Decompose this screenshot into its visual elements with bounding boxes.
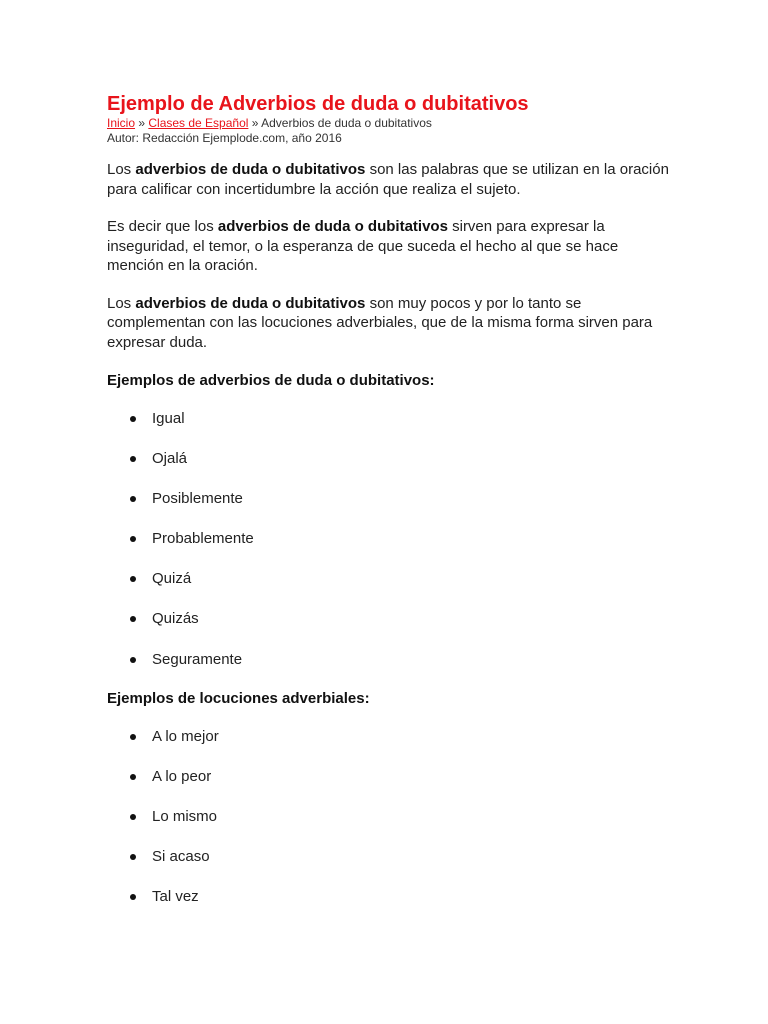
list-item bbox=[107, 409, 677, 449]
bullet-icon bbox=[130, 576, 136, 582]
paragraph-2-bold: adverbios de duda o dubitativos bbox=[217, 218, 448, 235]
list-item bbox=[107, 569, 677, 609]
paragraph-1 bbox=[107, 160, 677, 199]
list-item-label: Seguramente bbox=[152, 650, 243, 668]
breadcrumb-link-category[interactable]: Clases de Español bbox=[148, 116, 249, 130]
breadcrumb-separator: » bbox=[248, 116, 262, 130]
paragraph-2 bbox=[107, 217, 677, 276]
list-item-label: Lo mismo bbox=[152, 807, 218, 825]
page-title: Ejemplo de Adverbios de duda o dubitativos bbox=[107, 93, 529, 115]
breadcrumb-current: Adverbios de duda o dubitativos bbox=[261, 116, 432, 130]
list-item-label: Probablemente bbox=[152, 530, 254, 548]
list-item bbox=[107, 650, 677, 690]
breadcrumb-separator: » bbox=[135, 116, 149, 130]
article bbox=[107, 92, 677, 927]
bullet-icon bbox=[130, 416, 136, 422]
adverbs-heading: Ejemplos de adverbios de duda o dubitativos: bbox=[107, 372, 435, 389]
breadcrumb bbox=[107, 116, 677, 131]
paragraph-2-start: Es decir que los bbox=[107, 218, 218, 235]
paragraph-2-end: sirven para expresar la inseguridad, el temor, o la esperanza de que suceda el hecho al que se hace mención en la oración. bbox=[107, 218, 619, 274]
list-item-label: Quizá bbox=[152, 570, 192, 588]
bullet-icon bbox=[130, 774, 136, 780]
breadcrumb-link-home[interactable]: Inicio bbox=[107, 116, 136, 130]
locutions-heading: Ejemplos de locuciones adverbiales: bbox=[107, 689, 370, 707]
bullet-icon bbox=[130, 734, 136, 740]
list-item bbox=[107, 449, 677, 489]
list-item-label: A lo mejor bbox=[152, 727, 219, 745]
paragraph-3-end: son muy pocos y por lo tanto se complementan con las locuciones adverbiales, que de la misma forma sirven para expresar duda. bbox=[107, 294, 653, 351]
paragraph-3 bbox=[107, 294, 677, 353]
list-item bbox=[107, 529, 677, 569]
list-item bbox=[107, 887, 677, 927]
list-item-label: A lo peor bbox=[152, 767, 212, 785]
list-item bbox=[107, 767, 677, 807]
paragraph-3-start: Los bbox=[107, 294, 136, 312]
bullet-icon bbox=[130, 894, 136, 900]
bullet-icon bbox=[130, 814, 136, 820]
list-item bbox=[107, 609, 677, 649]
bullet-icon bbox=[130, 536, 136, 542]
bullet-icon bbox=[130, 616, 136, 622]
paragraph-3-bold: adverbios de duda o dubitativos bbox=[135, 294, 366, 312]
list-item bbox=[107, 489, 677, 529]
list-item-label: Si acaso bbox=[152, 847, 210, 865]
bullet-icon bbox=[130, 657, 136, 663]
bullet-icon bbox=[130, 854, 136, 860]
list-item bbox=[107, 847, 677, 887]
locutions-list bbox=[107, 727, 677, 927]
paragraph-1-end: son las palabras que se utilizan en la oración para calificar con incertidumbre la acción que realiza el sujeto. bbox=[107, 161, 669, 198]
bullet-icon bbox=[130, 456, 136, 462]
paragraph-1-bold: adverbios de duda o dubitativos bbox=[135, 161, 366, 178]
list-item-label: Quizás bbox=[152, 610, 199, 628]
list-item-label: Igual bbox=[152, 410, 185, 427]
list-item-label: Ojalá bbox=[152, 450, 188, 468]
list-item-label: Tal vez bbox=[152, 888, 199, 906]
paragraph-1-start: Los bbox=[107, 161, 136, 178]
list-item bbox=[107, 727, 677, 767]
list-item bbox=[107, 807, 677, 847]
adverbs-list bbox=[107, 409, 677, 690]
list-item-label: Posiblemente bbox=[152, 490, 243, 508]
bullet-icon bbox=[130, 496, 136, 502]
author-line: Autor: Redacción Ejemplode.com, año 2016 bbox=[107, 131, 342, 145]
